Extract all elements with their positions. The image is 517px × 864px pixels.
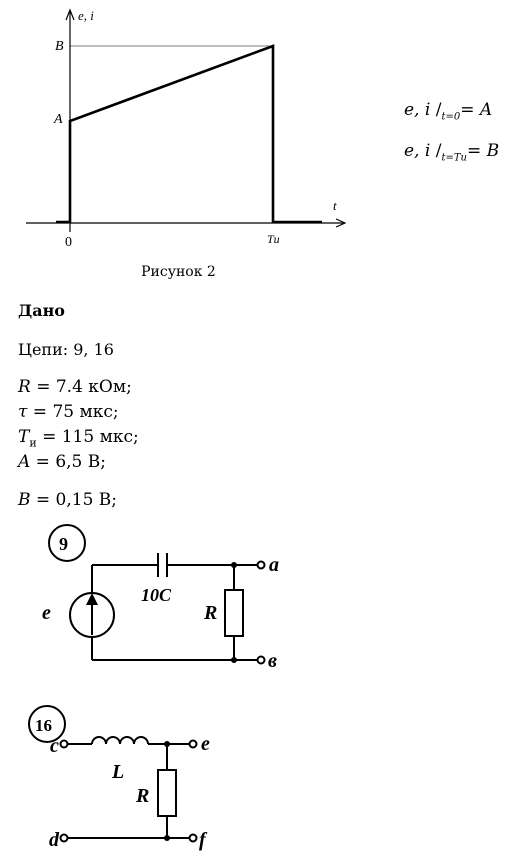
param-a-value: = 6,5 В; [30, 452, 106, 472]
arrowhead [86, 593, 98, 605]
param-tau [18, 402, 119, 422]
terminal-b [258, 657, 265, 664]
param-tu [18, 427, 139, 449]
source-label: e [42, 602, 51, 624]
condition-1-rhs: = A [460, 100, 493, 120]
param-r [18, 377, 132, 397]
condition-2-rhs: = B [466, 141, 500, 161]
chains-line: Цепи: 9, 16 [18, 340, 114, 359]
given-title: Дано [18, 301, 65, 320]
param-b-var: B [18, 490, 31, 510]
figure-caption: Рисунок 2 [141, 264, 216, 280]
y-axis-label: e, i [78, 8, 94, 23]
condition-2: e, i $/_{t=Tи}= B$ [404, 141, 500, 164]
y-tick-a: A [54, 112, 63, 127]
condition-1-lhs: e, i [404, 100, 431, 120]
param-a [18, 452, 106, 472]
terminal-e-label: e [201, 733, 210, 755]
circuit-9-diagram [0, 515, 320, 680]
inductor-symbol [92, 737, 148, 744]
junction-dot [164, 741, 170, 747]
resistor-label: R [204, 602, 218, 624]
condition-1-sub: t=0 [441, 111, 461, 123]
capacitor-label: 10C [141, 585, 172, 605]
terminal-a [258, 562, 265, 569]
x-tick-zero: 0 [65, 235, 72, 250]
condition-2-sub: t=Tи [441, 152, 467, 164]
param-tu-value: = 115 мкс; [36, 427, 139, 447]
param-r-value: = 7.4 кОм; [30, 377, 132, 397]
circuit-16-diagram [0, 700, 260, 864]
param-tau-var: τ [18, 402, 28, 422]
param-tau-value: = 75 мкс; [27, 402, 119, 422]
pulse-chart [0, 0, 360, 260]
circuit-16-number: 16 [35, 716, 52, 735]
resistor-symbol [158, 770, 176, 816]
terminal-d-label: d [49, 829, 59, 851]
terminal-c-label: c [50, 735, 59, 757]
x-axis-label: t [333, 198, 337, 213]
param-b [18, 490, 117, 510]
terminal-c [61, 741, 68, 748]
inductor-label: L [112, 761, 125, 783]
junction-dot [231, 657, 237, 663]
condition-2-lhs: e, i [404, 141, 431, 161]
x-tick-tu: Tи [267, 232, 280, 246]
terminal-f [190, 835, 197, 842]
resistor-symbol [225, 590, 243, 636]
terminal-a-label: a [269, 554, 279, 576]
pulse-series-line [56, 46, 322, 222]
param-b-value: = 0,15 В; [30, 490, 118, 510]
circuit-9-number: 9 [59, 534, 68, 554]
junction-dot [231, 562, 237, 568]
condition-1: e, i $/_{t=0}= A$ [404, 100, 493, 123]
resistor-label: R [136, 785, 150, 807]
param-r-var: R [18, 377, 31, 397]
terminal-d [61, 835, 68, 842]
param-tu-var: T [18, 427, 30, 447]
terminal-e [190, 741, 197, 748]
junction-dot [164, 835, 170, 841]
param-a-var: A [18, 452, 31, 472]
y-tick-b: B [55, 39, 64, 54]
terminal-f-label: f [199, 829, 206, 851]
param-tu-sub: и [29, 436, 37, 450]
terminal-b-label: в [268, 650, 277, 672]
